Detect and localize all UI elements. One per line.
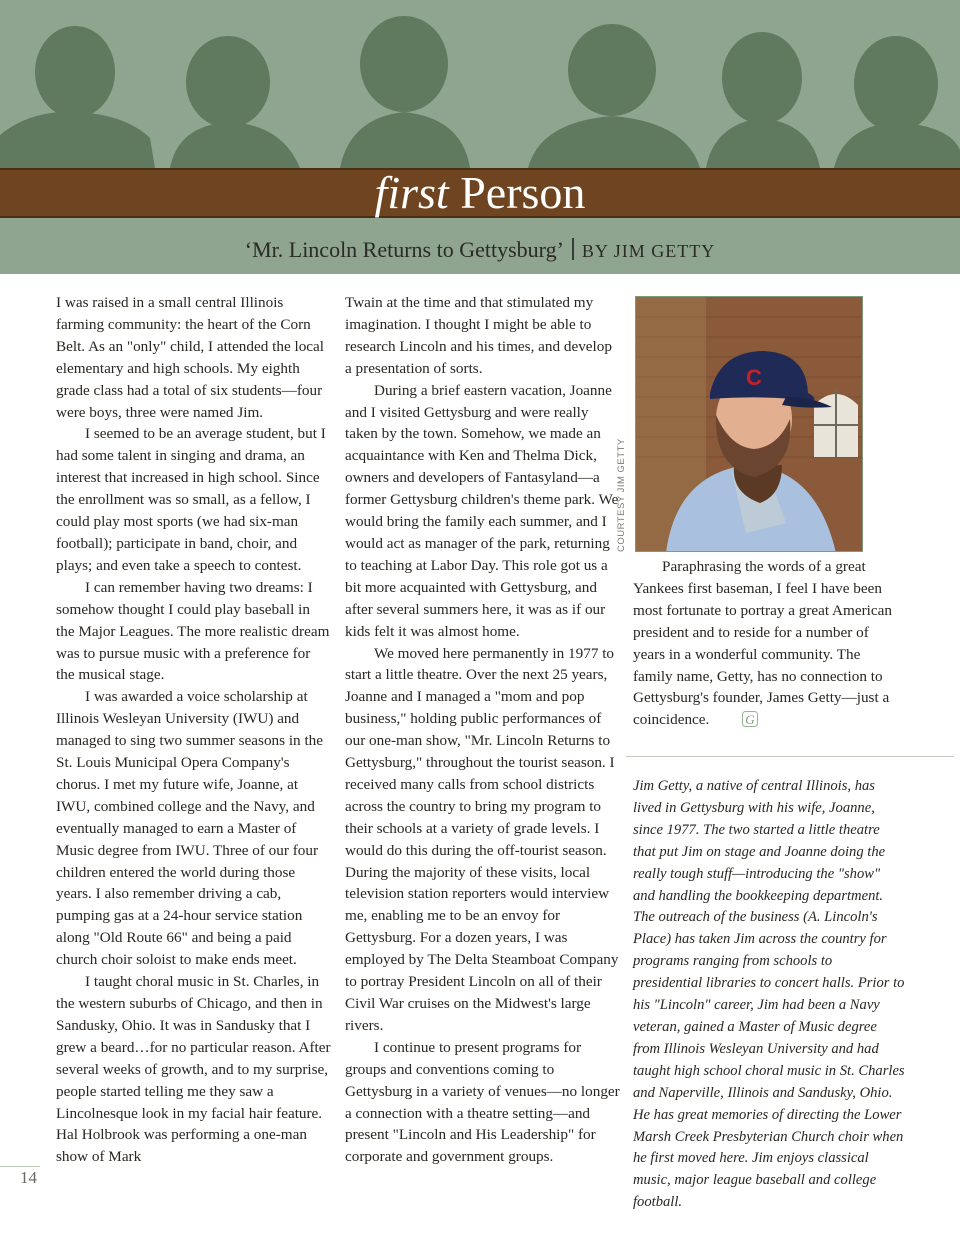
paragraph: During a brief eastern vacation, Joanne and I visited Gettysburg and were really taken by the town. Somehow, we made an acquaintance with Ken and Thelma Dick, owners and developers of Fantasyland—a former Gettysburg children's theme park. We would bring the family each summer, and I would act as manager of the park, returning to teaching at Labor Day. This role got us a bit more acquainted with Gettysburg, and after several summers here, it was as if our kids felt it was almost home. — [345, 381, 619, 640]
paragraph: We moved here permanently in 1977 to start a little theatre. Over the next 25 years, Joanne and I managed a "mom and pop business," holding public performances of our one-man show, "Mr. Lincoln Returns to Gettysburg," throughout the tourist season. I received many calls from school districts across the country to bring my program to their schools at a variety of grade levels. I would do this during the off-tourist season. During the majority of these visits, local television station reporters would interview me, enabling me to be an envoy for Gettysburg. For a dozen years, I was employed by The Delta Steamboat Company to portray President Lincoln on all of their Civil War cruises on the Midwest's large rivers. — [345, 644, 619, 1034]
article-title: ‘Mr. Lincoln Returns to Gettysburg’ — [244, 237, 564, 262]
article-column-2 — [345, 292, 621, 1168]
paragraph-text: Paraphrasing the words of a great Yankees first baseman, I feel I have been most fortunate to portray a great American president and to reside for a number of years in a wonderful community. The family name, Getty, has no connection to Gettysburg's founder, James Getty—just a coincidence. — [633, 558, 892, 729]
svg-text:C: C — [746, 365, 762, 390]
article-title-row — [0, 232, 960, 269]
paragraph — [633, 556, 901, 731]
paragraph: I can remember having two dreams: I somehow thought I could play baseball in the Major Leagues. The more realistic dream was to pursue music with a preference for the musical stage. — [56, 578, 330, 684]
section-title-roman: Person — [460, 167, 586, 218]
portrait-photo — [635, 296, 863, 552]
paragraph: Twain at the time and that stimulated my imagination. I thought I might be able to research Lincoln and his times, and develop a presentation of sorts. — [345, 294, 612, 377]
page-number: 14 — [20, 1168, 37, 1187]
title-divider — [572, 238, 574, 260]
byline: BY JIM GETTY — [581, 241, 716, 261]
masthead — [0, 0, 960, 274]
sidebar-divider — [626, 756, 954, 757]
folio-rule — [0, 1166, 40, 1167]
paragraph: I taught choral music in St. Charles, in the western suburbs of Chicago, and then in Sandusky, Ohio. It was in Sandusky that I grew a beard…for no particular reason. After several weeks of growth, and to my surprise, people started telling me they saw a Lincolnesque look in my facial hair feature. Hal Holbrook was performing a one-man show of Mark — [56, 973, 331, 1166]
paragraph: I seemed to be an average student, but I had some talent in singing and drama, an interest that increased in high school. Since the enrollment was so small, as a fellow, I could play most sports (we had six-man football); participate in band, choir, and plays; and even take a speech to contest. — [56, 425, 326, 574]
section-title — [0, 163, 960, 223]
paragraph: I was awarded a voice scholarship at Illinois Wesleyan University (IWU) and managed to sing two summer seasons in the St. Louis Municipal Opera Company's chorus. I met my future wife, Joanne, at IWU, combined college and the Navy, and eventually managed to earn a Master of Music degree from IWU. Three of our four children entered the world during those years. I also remember driving a cab, pumping gas at a 24-hour service station along "Old Route 66" and being a paid church choir soloist to make ends meet. — [56, 688, 324, 969]
article-column-1 — [56, 292, 332, 1168]
paragraph: I continue to present programs for groups and conventions coming to Gettysburg in a variety of venues—no longer a connection with a theatre setting—and present "Lincoln and His Leadership" for corporate and government groups. — [345, 1038, 620, 1166]
article-column-3 — [633, 556, 901, 731]
paragraph: I was raised in a small central Illinois farming community: the heart of the Corn Belt. As an "only" child, I attended the local elementary and high schools. My eighth grade class had a total of six students—four were boys, three were named Jim. — [56, 294, 324, 421]
author-bio: Jim Getty, a native of central Illinois, has lived in Gettysburg with his wife, Joanne, since 1977. The two started a little theatre that put Jim on stage and Joanne doing the really tough stuff—introducing the "show" and handling the bookkeeping department. The outreach of the business (A. Lincoln's Place) has taken Jim across the country for programs ranging from schools to presidential libraries to concert halls. Prior to his "Lincoln" career, Jim had been a Navy veteran, gained a Master of Music degree from Illinois Wesleyan University and had taught high school choral music in St. Charles and Naperville, Illinois and Sandusky, Ohio. He has great memories of directing the Lower Marsh Creek Presbyterian Church choir when he first moved here. Jim enjoys classical music, major league baseball and college football. — [633, 778, 905, 1211]
section-title-italic: first — [374, 167, 449, 218]
g-monogram-icon — [713, 711, 756, 728]
silhouettes-illustration — [0, 0, 960, 168]
photo-credit: COURTESY JIM GETTY — [616, 438, 627, 552]
svg-text:G: G — [745, 712, 756, 728]
